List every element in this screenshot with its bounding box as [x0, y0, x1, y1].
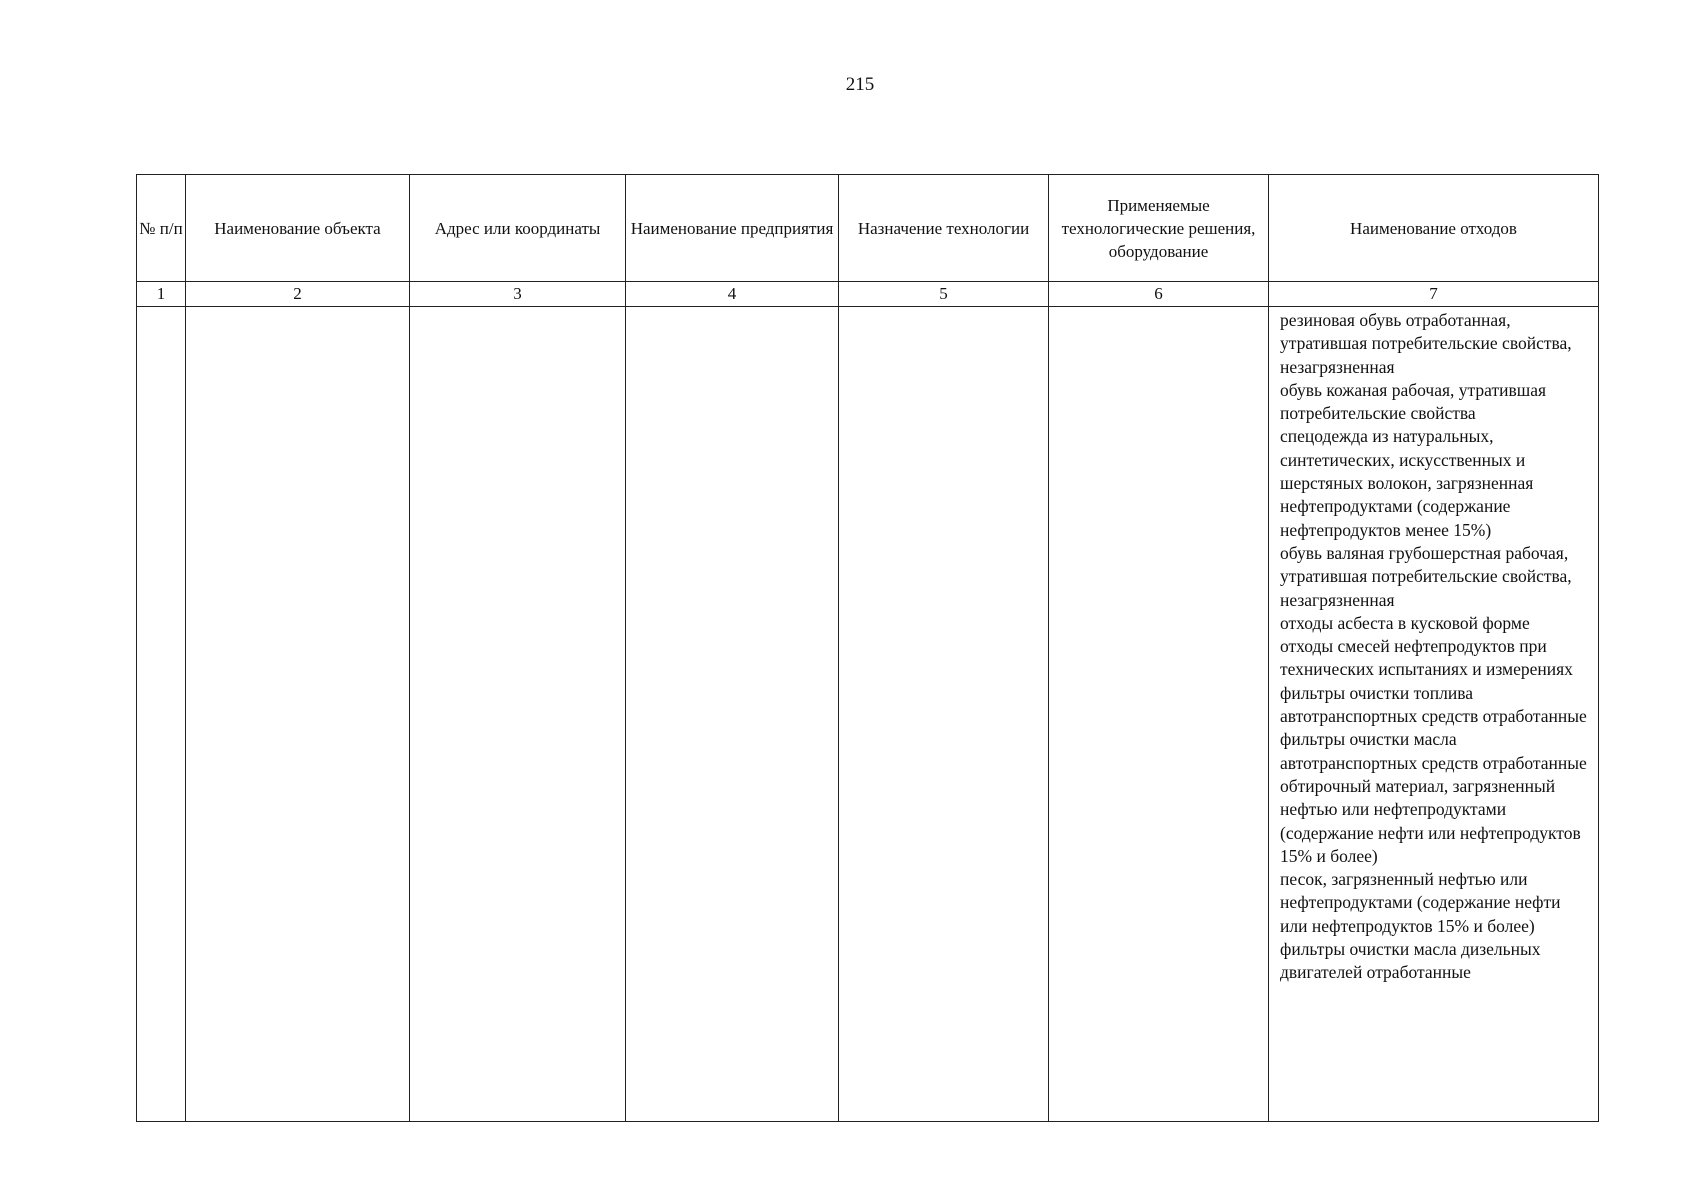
header-object-name: Наименование объекта — [186, 175, 410, 282]
empty-cell — [626, 307, 839, 1122]
column-number: 2 — [186, 282, 410, 307]
header-row — [137, 175, 1599, 282]
header-technology-purpose: Назначение технологии — [839, 175, 1049, 282]
column-number: 3 — [410, 282, 626, 307]
empty-cell — [410, 307, 626, 1122]
waste-item: отходы смесей нефтепродуктов при технических испытаниях и измерениях — [1280, 636, 1573, 680]
waste-item: фильтры очистки топлива автотранспортных средств отработанные — [1280, 682, 1587, 727]
waste-objects-table — [136, 174, 1599, 1122]
waste-item: отходы асбеста в кусковой форме — [1280, 612, 1530, 633]
table-row — [137, 307, 1599, 1122]
waste-list-cell — [1269, 307, 1599, 1122]
empty-cell — [186, 307, 410, 1122]
column-number: 7 — [1269, 282, 1599, 307]
header-waste-name: Наименование отходов — [1269, 175, 1599, 282]
waste-item: обтирочный материал, загрязненный нефтью или нефтепродуктами (содержание нефти или нефтепродуктов 15% и более) — [1280, 775, 1581, 866]
header-enterprise-name: Наименование предприятия — [626, 175, 839, 282]
waste-item: обувь кожаная рабочая, утратившая потребительские свойства — [1280, 379, 1547, 424]
header-number: № п/п — [137, 175, 186, 282]
column-number: 4 — [626, 282, 839, 307]
empty-cell — [839, 307, 1049, 1122]
column-number-row — [137, 282, 1599, 307]
waste-item: фильтры очистки масла автотранспортных средств отработанные — [1280, 729, 1587, 773]
waste-item: резиновая обувь отработанная, утратившая потребительские свойства, незагрязненная — [1280, 310, 1572, 377]
header-technological-solutions: Применяемые технологические решения, оборудование — [1049, 175, 1269, 282]
waste-item: песок, загрязненный нефтью или нефтепродуктами (содержание нефти или нефтепродуктов 15% и более) — [1280, 869, 1561, 936]
waste-item: обувь валяная грубошерстная рабочая, утратившая потребительские свойства, незагрязненная — [1280, 542, 1572, 610]
column-number: 5 — [839, 282, 1049, 307]
page-number: 215 — [845, 74, 875, 95]
waste-item: фильтры очистки масла дизельных двигателей отработанные — [1280, 939, 1541, 983]
header-address: Адрес или координаты — [410, 175, 626, 282]
empty-cell — [1049, 307, 1269, 1122]
empty-cell — [137, 307, 186, 1122]
column-number: 1 — [137, 282, 186, 307]
waste-item: спецодежда из натуральных, синтетических, искусственных и шерстяных волокон, загрязненная нефтепродуктами (содержание нефтепродуктов менее 15%) — [1280, 426, 1534, 540]
column-number: 6 — [1049, 282, 1269, 307]
